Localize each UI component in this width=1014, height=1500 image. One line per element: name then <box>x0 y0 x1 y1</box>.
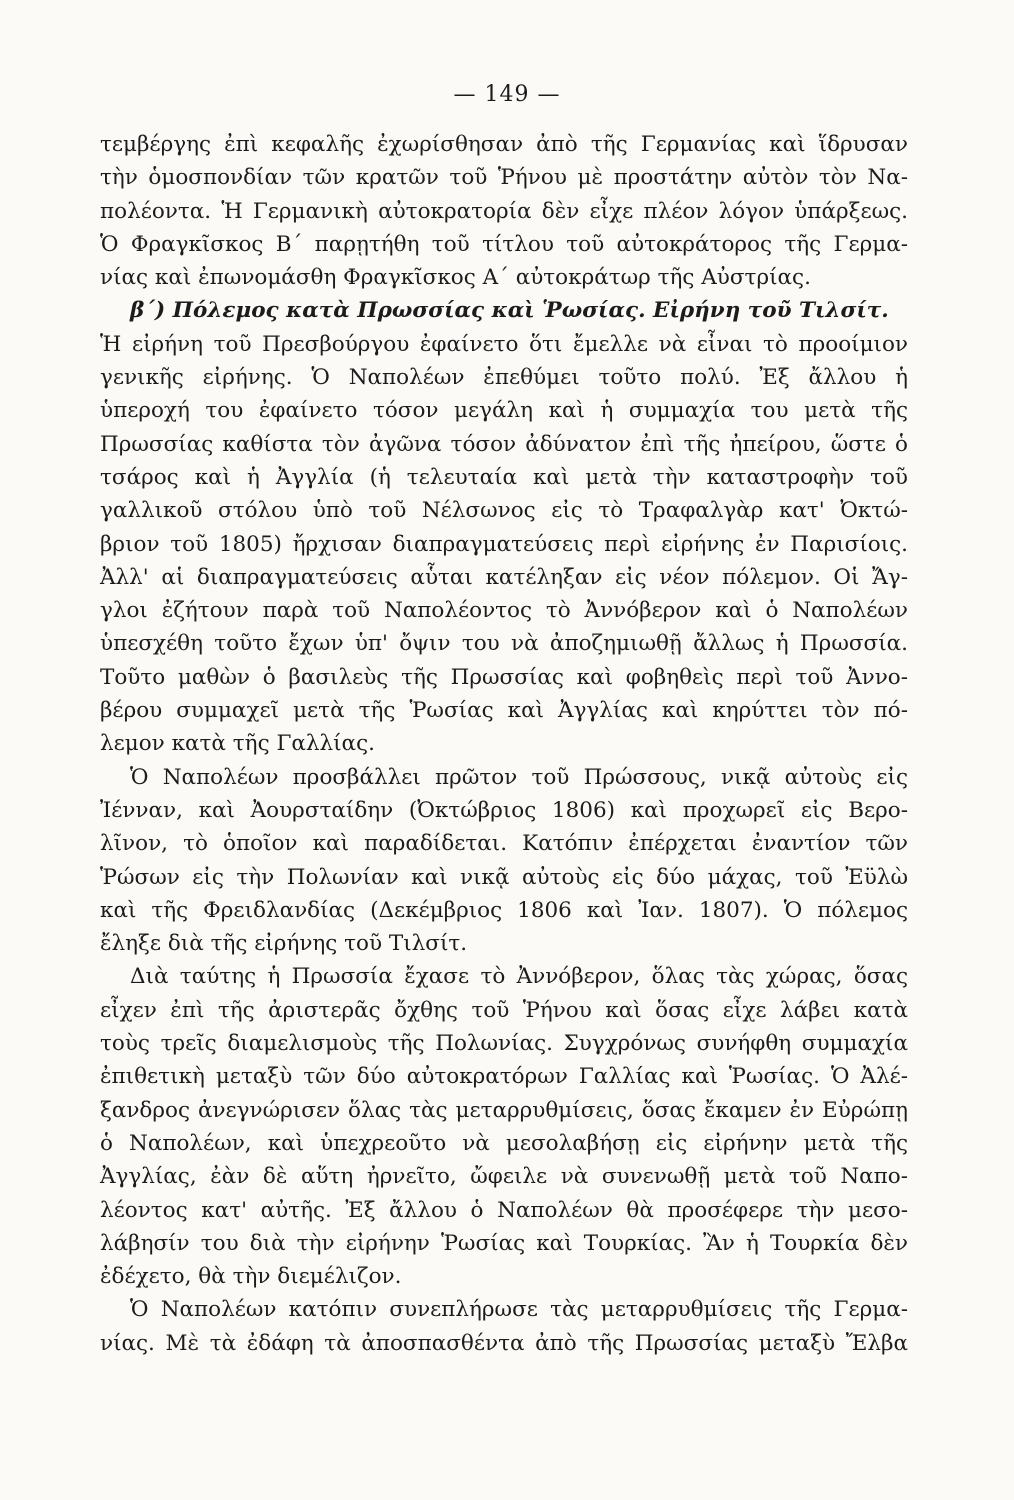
text-line: τεμβέργης ἐπὶ κεφαλῆς ἐχωρίσθησαν ἀπὸ τῆς Γερμανίας καὶ ἵδρυσαν <box>100 132 908 157</box>
text-line: Πρωσσίας καθίστα τὸν ἀγῶνα τόσον ἀδύνατον ἐπὶ τῆς ἠπείρου, ὥστε ὁ <box>100 431 908 457</box>
text-line: ὁ Ναπολέων, καὶ ὑπεχρεοῦτο νὰ μεσολαβήσῃ εἰς εἰρήνην μετὰ τῆς <box>100 1130 908 1156</box>
text-line: Ἀλλ' αἱ διαπραγματεύσεις αὗται κατέληξαν εἰς νέον πόλεμον. Οἱ Ἄγ- <box>100 564 908 590</box>
text-line: Ὁ Ναπολέων προσβάλλει πρῶτον τοῦ Πρώσσους, νικᾷ αὐτοὺς εἰς <box>130 764 908 790</box>
text-line: βριον τοῦ 1805) ἤρχισαν διαπραγματεύσεις περὶ εἰρήνης ἐν Παρισίοις. <box>100 531 908 557</box>
text-line: νίας καὶ ἐπωνομάσθη Φραγκῖσκος Α΄ αὐτοκράτωρ τῆς Αὐστρίας. <box>100 265 811 291</box>
text-line: λέοντος κατ' αὐτῆς. Ἐξ ἄλλου ὁ Ναπολέων θὰ προσέφερε τὴν μεσο- <box>100 1197 908 1223</box>
text-line: ἔληξε διὰ τῆς εἰρήνης τοῦ Τιλσίτ. <box>100 931 468 957</box>
text-line: ὑπεροχή του ἐφαίνετο τόσον μεγάλη καὶ ἡ συμμαχία του μετὰ τῆς <box>100 398 908 424</box>
section-heading: β΄) Πόλεμος κατὰ Πρωσσίας καὶ Ῥωσίας. Εἰρήνη τοῦ Τιλσίτ. <box>130 298 889 324</box>
text-line: Ἀγγλίας, ἐὰν δὲ αὕτη ἠρνεῖτο, ὤφειλε νὰ συνενωθῇ μετὰ τοῦ Ναπο- <box>100 1164 908 1190</box>
text-line: γαλλικοῦ στόλου ὑπὸ τοῦ Νέλσωνος εἰς τὸ Τραφαλγὰρ κατ' Ὀκτώ- <box>100 498 908 524</box>
body-text <box>100 128 908 1360</box>
text-line: τσάρος καὶ ἡ Ἀγγλία (ἡ τελευταία καὶ μετὰ τὴν καταστροφὴν τοῦ <box>100 464 908 490</box>
text-line: Ἰένναν, καὶ Ἀουρσταίδην (Ὀκτώβριος 1806) καὶ προχωρεῖ εἰς Βερο- <box>100 797 908 823</box>
text-line: Ῥώσων εἰς τὴν Πολωνίαν καὶ νικᾷ αὐτοὺς εἰς δύο μάχας, τοῦ Ἐϋλὼ <box>100 864 908 890</box>
text-line: λῖνον, τὸ ὁποῖον καὶ παραδίδεται. Κατόπιν ἐπέρχεται ἐναντίον τῶν <box>100 831 908 857</box>
text-line: Ὁ Φραγκῖσκος Β΄ παρῃτήθη τοῦ τίτλου τοῦ αὐτοκράτορος τῆς Γερμα- <box>100 231 908 257</box>
text-line: γλοι ἐζήτουν παρὰ τοῦ Ναπολέοντος τὸ Ἀννόβερον καὶ ὁ Ναπολέων <box>100 598 908 624</box>
text-line: Διὰ ταύτης ἡ Πρωσσία ἔχασε τὸ Ἀννόβερον, ὅλας τὰς χώρας, ὅσας <box>130 964 908 990</box>
text-line: νίας. Μὲ τὰ ἐδάφη τὰ ἀποσπασθέντα ἀπὸ τῆς Πρωσσίας μεταξὺ Ἔλβα <box>100 1330 908 1356</box>
text-line: τὴν ὁμοσπονδίαν τῶν κρατῶν τοῦ Ῥήνου μὲ προστάτην αὐτὸν τὸν Να- <box>100 165 908 191</box>
text-line: γενικῆς εἰρήνης. Ὁ Ναπολέων ἐπεθύμει τοῦτο πολύ. Ἐξ ἄλλου ἡ <box>100 365 908 391</box>
text-line: εἶχεν ἐπὶ τῆς ἀριστερᾶς ὄχθης τοῦ Ῥήνου καὶ ὅσας εἶχε λάβει κατὰ <box>100 997 908 1023</box>
text-line: ἐπιθετικὴ μεταξὺ τῶν δύο αὐτοκρατόρων Γαλλίας καὶ Ῥωσίας. Ὁ Ἀλέ- <box>100 1064 908 1090</box>
text-line: ὑπεσχέθη τοῦτο ἔχων ὑπ' ὄψιν του νὰ ἀποζημιωθῇ ἄλλως ἡ Πρωσσία. <box>100 631 908 657</box>
text-line: λεμον κατὰ τῆς Γαλλίας. <box>100 731 375 757</box>
page-number: — 149 — <box>453 82 561 107</box>
text-line: Ἡ εἰρήνη τοῦ Πρεσβούργου ἐφαίνετο ὅτι ἔμελλε νὰ εἶναι τὸ προοίμιον <box>100 331 908 357</box>
text-line: πολέοντα. Ἡ Γερμανικὴ αὐτοκρατορία δὲν εἶχε πλέον λόγον ὑπάρξεως. <box>100 198 908 224</box>
text-line: ξανδρος ἀνεγνώρισεν ὅλας τὰς μεταρρυθμίσεις, ὅσας ἔκαμεν ἐν Εὐρώπῃ <box>100 1097 908 1123</box>
text-line: Τοῦτο μαθὼν ὁ βασιλεὺς τῆς Πρωσσίας καὶ φοβηθεὶς περὶ τοῦ Ἀννο- <box>100 664 908 690</box>
text-line: Ὁ Ναπολέων κατόπιν συνεπλήρωσε τὰς μεταρρυθμίσεις τῆς Γερμα- <box>130 1297 908 1323</box>
text-line: λάβησίν του διὰ τὴν εἰρήνην Ῥωσίας καὶ Τουρκίας. Ἂν ἡ Τουρκία δὲν <box>100 1230 908 1256</box>
text-line: τοὺς τρεῖς διαμελισμοὺς τῆς Πολωνίας. Συγχρόνως συνήφθη συμμαχία <box>100 1031 908 1057</box>
text-line: καὶ τῆς Φρειδλανδίας (Δεκέμβριος 1806 καὶ Ἰαν. 1807). Ὁ πόλεμος <box>100 897 908 923</box>
text-line: ἐδέχετο, θὰ τὴν διεμέλιζον. <box>100 1264 402 1290</box>
text-line: βέρου συμμαχεῖ μετὰ τῆς Ῥωσίας καὶ Ἀγγλίας καὶ κηρύττει τὸν πό- <box>100 698 908 724</box>
